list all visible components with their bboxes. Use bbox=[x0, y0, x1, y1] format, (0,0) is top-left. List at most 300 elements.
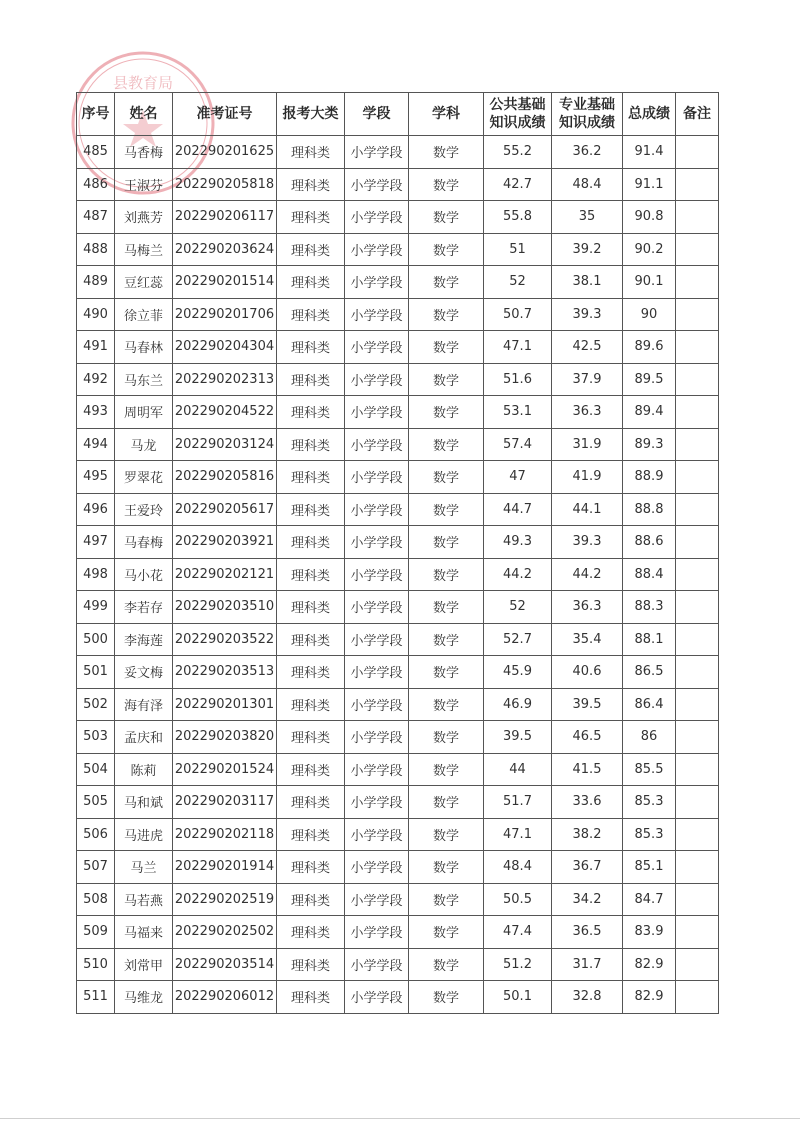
cell-total: 91.1 bbox=[623, 168, 676, 201]
cell-total: 86 bbox=[623, 721, 676, 754]
cell-name: 孟庆和 bbox=[115, 721, 173, 754]
cell-total: 91.4 bbox=[623, 136, 676, 169]
cell-subject: 数学 bbox=[409, 168, 484, 201]
cell-level: 小学学段 bbox=[345, 591, 409, 624]
cell-category: 理科类 bbox=[277, 591, 345, 624]
cell-category: 理科类 bbox=[277, 266, 345, 299]
cell-public-score: 42.7 bbox=[484, 168, 552, 201]
cell-name: 马梅兰 bbox=[115, 233, 173, 266]
cell-total: 89.6 bbox=[623, 331, 676, 364]
cell-name: 刘常甲 bbox=[115, 948, 173, 981]
cell-seq: 507 bbox=[77, 851, 115, 884]
cell-total: 86.4 bbox=[623, 688, 676, 721]
cell-category: 理科类 bbox=[277, 851, 345, 884]
cell-level: 小学学段 bbox=[345, 721, 409, 754]
header-level: 学段 bbox=[345, 93, 409, 136]
cell-seq: 488 bbox=[77, 233, 115, 266]
cell-remark bbox=[676, 688, 719, 721]
cell-exam-no: 202290205816 bbox=[173, 461, 277, 494]
cell-subject: 数学 bbox=[409, 948, 484, 981]
cell-prof-score: 32.8 bbox=[552, 981, 623, 1014]
cell-remark bbox=[676, 851, 719, 884]
cell-exam-no: 202290204522 bbox=[173, 396, 277, 429]
cell-level: 小学学段 bbox=[345, 851, 409, 884]
cell-remark bbox=[676, 493, 719, 526]
cell-total: 89.5 bbox=[623, 363, 676, 396]
cell-exam-no: 202290201301 bbox=[173, 688, 277, 721]
cell-level: 小学学段 bbox=[345, 981, 409, 1014]
cell-seq: 503 bbox=[77, 721, 115, 754]
cell-public-score: 45.9 bbox=[484, 656, 552, 689]
table-row bbox=[77, 201, 719, 234]
cell-exam-no: 202290201706 bbox=[173, 298, 277, 331]
cell-prof-score: 37.9 bbox=[552, 363, 623, 396]
cell-remark bbox=[676, 233, 719, 266]
cell-prof-score: 36.3 bbox=[552, 396, 623, 429]
cell-category: 理科类 bbox=[277, 981, 345, 1014]
cell-public-score: 47 bbox=[484, 461, 552, 494]
cell-seq: 501 bbox=[77, 656, 115, 689]
cell-total: 88.6 bbox=[623, 526, 676, 559]
cell-exam-no: 202290201514 bbox=[173, 266, 277, 299]
table-row bbox=[77, 493, 719, 526]
cell-level: 小学学段 bbox=[345, 753, 409, 786]
cell-seq: 491 bbox=[77, 331, 115, 364]
cell-seq: 496 bbox=[77, 493, 115, 526]
cell-subject: 数学 bbox=[409, 201, 484, 234]
cell-remark bbox=[676, 363, 719, 396]
table-row bbox=[77, 461, 719, 494]
header-seq: 序号 bbox=[77, 93, 115, 136]
table-row bbox=[77, 656, 719, 689]
cell-public-score: 51.2 bbox=[484, 948, 552, 981]
cell-total: 88.1 bbox=[623, 623, 676, 656]
cell-category: 理科类 bbox=[277, 753, 345, 786]
table-row bbox=[77, 753, 719, 786]
cell-public-score: 49.3 bbox=[484, 526, 552, 559]
cell-name: 马和斌 bbox=[115, 786, 173, 819]
cell-exam-no: 202290203514 bbox=[173, 948, 277, 981]
cell-seq: 489 bbox=[77, 266, 115, 299]
cell-prof-score: 41.9 bbox=[552, 461, 623, 494]
score-table bbox=[76, 92, 719, 1014]
cell-seq: 485 bbox=[77, 136, 115, 169]
cell-name: 马兰 bbox=[115, 851, 173, 884]
cell-remark bbox=[676, 526, 719, 559]
cell-remark bbox=[676, 883, 719, 916]
cell-subject: 数学 bbox=[409, 818, 484, 851]
cell-seq: 495 bbox=[77, 461, 115, 494]
cell-prof-score: 41.5 bbox=[552, 753, 623, 786]
cell-public-score: 44.2 bbox=[484, 558, 552, 591]
cell-public-score: 46.9 bbox=[484, 688, 552, 721]
cell-level: 小学学段 bbox=[345, 396, 409, 429]
cell-level: 小学学段 bbox=[345, 688, 409, 721]
cell-seq: 506 bbox=[77, 818, 115, 851]
cell-category: 理科类 bbox=[277, 363, 345, 396]
cell-remark bbox=[676, 168, 719, 201]
cell-subject: 数学 bbox=[409, 721, 484, 754]
cell-seq: 498 bbox=[77, 558, 115, 591]
cell-prof-score: 31.9 bbox=[552, 428, 623, 461]
cell-level: 小学学段 bbox=[345, 493, 409, 526]
cell-prof-score: 34.2 bbox=[552, 883, 623, 916]
cell-total: 90.2 bbox=[623, 233, 676, 266]
cell-name: 刘燕芳 bbox=[115, 201, 173, 234]
cell-name: 陈莉 bbox=[115, 753, 173, 786]
cell-category: 理科类 bbox=[277, 461, 345, 494]
cell-total: 85.1 bbox=[623, 851, 676, 884]
cell-public-score: 52 bbox=[484, 266, 552, 299]
cell-prof-score: 48.4 bbox=[552, 168, 623, 201]
cell-prof-score: 31.7 bbox=[552, 948, 623, 981]
cell-category: 理科类 bbox=[277, 916, 345, 949]
header-public-score bbox=[484, 93, 552, 136]
cell-exam-no: 202290203124 bbox=[173, 428, 277, 461]
cell-public-score: 55.8 bbox=[484, 201, 552, 234]
cell-prof-score: 39.3 bbox=[552, 526, 623, 559]
cell-seq: 505 bbox=[77, 786, 115, 819]
cell-level: 小学学段 bbox=[345, 916, 409, 949]
table-row bbox=[77, 916, 719, 949]
table-row bbox=[77, 558, 719, 591]
cell-category: 理科类 bbox=[277, 558, 345, 591]
cell-remark bbox=[676, 396, 719, 429]
cell-public-score: 39.5 bbox=[484, 721, 552, 754]
cell-total: 90.1 bbox=[623, 266, 676, 299]
table-row bbox=[77, 298, 719, 331]
cell-name: 妥文梅 bbox=[115, 656, 173, 689]
cell-exam-no: 202290202313 bbox=[173, 363, 277, 396]
cell-subject: 数学 bbox=[409, 363, 484, 396]
cell-seq: 504 bbox=[77, 753, 115, 786]
cell-name: 海有泽 bbox=[115, 688, 173, 721]
cell-exam-no: 202290201625 bbox=[173, 136, 277, 169]
cell-prof-score: 35 bbox=[552, 201, 623, 234]
cell-level: 小学学段 bbox=[345, 818, 409, 851]
cell-public-score: 57.4 bbox=[484, 428, 552, 461]
cell-exam-no: 202290202118 bbox=[173, 818, 277, 851]
cell-remark bbox=[676, 656, 719, 689]
cell-remark bbox=[676, 136, 719, 169]
stamp-lettering: 县教育局 bbox=[112, 74, 174, 92]
cell-public-score: 50.7 bbox=[484, 298, 552, 331]
cell-remark bbox=[676, 591, 719, 624]
cell-name: 马东兰 bbox=[115, 363, 173, 396]
cell-prof-score: 38.2 bbox=[552, 818, 623, 851]
cell-subject: 数学 bbox=[409, 883, 484, 916]
cell-seq: 508 bbox=[77, 883, 115, 916]
cell-public-score: 51.6 bbox=[484, 363, 552, 396]
cell-total: 83.9 bbox=[623, 916, 676, 949]
cell-seq: 490 bbox=[77, 298, 115, 331]
header-prof-line1: 专业基础 bbox=[559, 97, 615, 113]
table-row bbox=[77, 948, 719, 981]
cell-prof-score: 39.3 bbox=[552, 298, 623, 331]
cell-level: 小学学段 bbox=[345, 786, 409, 819]
cell-subject: 数学 bbox=[409, 558, 484, 591]
table-row bbox=[77, 786, 719, 819]
table-body bbox=[77, 136, 719, 1014]
table-row bbox=[77, 428, 719, 461]
cell-seq: 511 bbox=[77, 981, 115, 1014]
cell-exam-no: 202290206012 bbox=[173, 981, 277, 1014]
table-row bbox=[77, 363, 719, 396]
cell-prof-score: 38.1 bbox=[552, 266, 623, 299]
cell-level: 小学学段 bbox=[345, 883, 409, 916]
cell-exam-no: 202290201914 bbox=[173, 851, 277, 884]
cell-seq: 497 bbox=[77, 526, 115, 559]
cell-public-score: 52 bbox=[484, 591, 552, 624]
cell-total: 82.9 bbox=[623, 948, 676, 981]
header-prof-line2: 知识成绩 bbox=[559, 115, 615, 131]
cell-exam-no: 202290206117 bbox=[173, 201, 277, 234]
cell-public-score: 44 bbox=[484, 753, 552, 786]
cell-public-score: 48.4 bbox=[484, 851, 552, 884]
cell-prof-score: 36.2 bbox=[552, 136, 623, 169]
cell-category: 理科类 bbox=[277, 396, 345, 429]
cell-total: 85.3 bbox=[623, 786, 676, 819]
cell-name: 马福来 bbox=[115, 916, 173, 949]
cell-total: 88.4 bbox=[623, 558, 676, 591]
cell-level: 小学学段 bbox=[345, 656, 409, 689]
cell-subject: 数学 bbox=[409, 786, 484, 819]
cell-exam-no: 202290203820 bbox=[173, 721, 277, 754]
cell-total: 85.5 bbox=[623, 753, 676, 786]
cell-total: 82.9 bbox=[623, 981, 676, 1014]
cell-remark bbox=[676, 331, 719, 364]
cell-public-score: 47.1 bbox=[484, 331, 552, 364]
cell-exam-no: 202290202519 bbox=[173, 883, 277, 916]
cell-category: 理科类 bbox=[277, 883, 345, 916]
cell-name: 罗翠花 bbox=[115, 461, 173, 494]
cell-name: 王淑芬 bbox=[115, 168, 173, 201]
cell-name: 马若燕 bbox=[115, 883, 173, 916]
cell-remark bbox=[676, 623, 719, 656]
cell-total: 90.8 bbox=[623, 201, 676, 234]
cell-seq: 486 bbox=[77, 168, 115, 201]
cell-level: 小学学段 bbox=[345, 298, 409, 331]
cell-name: 李海莲 bbox=[115, 623, 173, 656]
cell-seq: 493 bbox=[77, 396, 115, 429]
cell-exam-no: 202290202121 bbox=[173, 558, 277, 591]
cell-prof-score: 39.2 bbox=[552, 233, 623, 266]
cell-total: 88.9 bbox=[623, 461, 676, 494]
cell-name: 马小花 bbox=[115, 558, 173, 591]
cell-subject: 数学 bbox=[409, 396, 484, 429]
cell-public-score: 47.1 bbox=[484, 818, 552, 851]
cell-category: 理科类 bbox=[277, 948, 345, 981]
cell-remark bbox=[676, 721, 719, 754]
cell-exam-no: 202290203510 bbox=[173, 591, 277, 624]
table-row bbox=[77, 526, 719, 559]
cell-prof-score: 42.5 bbox=[552, 331, 623, 364]
cell-subject: 数学 bbox=[409, 331, 484, 364]
cell-remark bbox=[676, 558, 719, 591]
cell-prof-score: 44.1 bbox=[552, 493, 623, 526]
cell-total: 89.3 bbox=[623, 428, 676, 461]
cell-exam-no: 202290204304 bbox=[173, 331, 277, 364]
cell-name: 马香梅 bbox=[115, 136, 173, 169]
header-name: 姓名 bbox=[115, 93, 173, 136]
cell-category: 理科类 bbox=[277, 233, 345, 266]
cell-exam-no: 202290203522 bbox=[173, 623, 277, 656]
cell-category: 理科类 bbox=[277, 526, 345, 559]
table-row bbox=[77, 883, 719, 916]
cell-subject: 数学 bbox=[409, 526, 484, 559]
cell-subject: 数学 bbox=[409, 851, 484, 884]
cell-public-score: 51.7 bbox=[484, 786, 552, 819]
cell-prof-score: 40.6 bbox=[552, 656, 623, 689]
cell-total: 90 bbox=[623, 298, 676, 331]
table-row bbox=[77, 818, 719, 851]
table-row bbox=[77, 688, 719, 721]
cell-seq: 510 bbox=[77, 948, 115, 981]
cell-level: 小学学段 bbox=[345, 461, 409, 494]
cell-remark bbox=[676, 201, 719, 234]
cell-seq: 492 bbox=[77, 363, 115, 396]
cell-subject: 数学 bbox=[409, 591, 484, 624]
cell-remark bbox=[676, 981, 719, 1014]
cell-category: 理科类 bbox=[277, 818, 345, 851]
cell-public-score: 50.5 bbox=[484, 883, 552, 916]
cell-subject: 数学 bbox=[409, 623, 484, 656]
cell-category: 理科类 bbox=[277, 428, 345, 461]
cell-subject: 数学 bbox=[409, 688, 484, 721]
header-public-line1: 公共基础 bbox=[489, 97, 546, 113]
cell-level: 小学学段 bbox=[345, 948, 409, 981]
cell-name: 徐立菲 bbox=[115, 298, 173, 331]
cell-subject: 数学 bbox=[409, 136, 484, 169]
cell-remark bbox=[676, 818, 719, 851]
cell-level: 小学学段 bbox=[345, 331, 409, 364]
table-row bbox=[77, 591, 719, 624]
cell-subject: 数学 bbox=[409, 266, 484, 299]
cell-public-score: 50.1 bbox=[484, 981, 552, 1014]
header-subject: 学科 bbox=[409, 93, 484, 136]
cell-name: 王爱玲 bbox=[115, 493, 173, 526]
table-row bbox=[77, 136, 719, 169]
page-bottom-edge bbox=[0, 1118, 800, 1119]
cell-name: 豆红蕊 bbox=[115, 266, 173, 299]
header-exam-no: 准考证号 bbox=[173, 93, 277, 136]
table-row bbox=[77, 331, 719, 364]
table-row bbox=[77, 266, 719, 299]
table-row bbox=[77, 396, 719, 429]
cell-category: 理科类 bbox=[277, 493, 345, 526]
cell-total: 86.5 bbox=[623, 656, 676, 689]
table-row bbox=[77, 623, 719, 656]
cell-public-score: 53.1 bbox=[484, 396, 552, 429]
cell-name: 马春梅 bbox=[115, 526, 173, 559]
header-remark: 备注 bbox=[676, 93, 719, 136]
cell-subject: 数学 bbox=[409, 916, 484, 949]
cell-level: 小学学段 bbox=[345, 201, 409, 234]
cell-subject: 数学 bbox=[409, 753, 484, 786]
cell-exam-no: 202290203921 bbox=[173, 526, 277, 559]
cell-total: 89.4 bbox=[623, 396, 676, 429]
cell-remark bbox=[676, 266, 719, 299]
cell-remark bbox=[676, 461, 719, 494]
cell-remark bbox=[676, 753, 719, 786]
cell-level: 小学学段 bbox=[345, 136, 409, 169]
cell-total: 85.3 bbox=[623, 818, 676, 851]
cell-level: 小学学段 bbox=[345, 266, 409, 299]
cell-level: 小学学段 bbox=[345, 233, 409, 266]
cell-category: 理科类 bbox=[277, 656, 345, 689]
table-row bbox=[77, 981, 719, 1014]
cell-subject: 数学 bbox=[409, 461, 484, 494]
cell-seq: 487 bbox=[77, 201, 115, 234]
cell-name: 周明军 bbox=[115, 396, 173, 429]
table-row bbox=[77, 168, 719, 201]
cell-seq: 494 bbox=[77, 428, 115, 461]
cell-subject: 数学 bbox=[409, 233, 484, 266]
cell-seq: 500 bbox=[77, 623, 115, 656]
table-row bbox=[77, 233, 719, 266]
cell-exam-no: 202290203624 bbox=[173, 233, 277, 266]
cell-name: 马进虎 bbox=[115, 818, 173, 851]
cell-level: 小学学段 bbox=[345, 623, 409, 656]
cell-remark bbox=[676, 916, 719, 949]
cell-seq: 502 bbox=[77, 688, 115, 721]
cell-remark bbox=[676, 428, 719, 461]
cell-category: 理科类 bbox=[277, 688, 345, 721]
cell-level: 小学学段 bbox=[345, 558, 409, 591]
cell-name: 马春林 bbox=[115, 331, 173, 364]
cell-category: 理科类 bbox=[277, 721, 345, 754]
cell-level: 小学学段 bbox=[345, 428, 409, 461]
cell-public-score: 47.4 bbox=[484, 916, 552, 949]
cell-name: 李若存 bbox=[115, 591, 173, 624]
table-row bbox=[77, 851, 719, 884]
table-row bbox=[77, 721, 719, 754]
cell-subject: 数学 bbox=[409, 981, 484, 1014]
cell-public-score: 55.2 bbox=[484, 136, 552, 169]
cell-prof-score: 39.5 bbox=[552, 688, 623, 721]
cell-remark bbox=[676, 948, 719, 981]
cell-subject: 数学 bbox=[409, 428, 484, 461]
cell-subject: 数学 bbox=[409, 493, 484, 526]
header-total: 总成绩 bbox=[623, 93, 676, 136]
cell-subject: 数学 bbox=[409, 656, 484, 689]
cell-prof-score: 44.2 bbox=[552, 558, 623, 591]
cell-name: 马维龙 bbox=[115, 981, 173, 1014]
cell-level: 小学学段 bbox=[345, 363, 409, 396]
cell-category: 理科类 bbox=[277, 623, 345, 656]
cell-prof-score: 36.5 bbox=[552, 916, 623, 949]
cell-exam-no: 202290202502 bbox=[173, 916, 277, 949]
cell-category: 理科类 bbox=[277, 786, 345, 819]
cell-category: 理科类 bbox=[277, 168, 345, 201]
cell-subject: 数学 bbox=[409, 298, 484, 331]
cell-category: 理科类 bbox=[277, 298, 345, 331]
header-public-line2: 知识成绩 bbox=[489, 115, 546, 131]
cell-category: 理科类 bbox=[277, 136, 345, 169]
cell-prof-score: 36.7 bbox=[552, 851, 623, 884]
cell-prof-score: 36.3 bbox=[552, 591, 623, 624]
header-category: 报考大类 bbox=[277, 93, 345, 136]
cell-category: 理科类 bbox=[277, 201, 345, 234]
cell-exam-no: 202290201524 bbox=[173, 753, 277, 786]
cell-exam-no: 202290203117 bbox=[173, 786, 277, 819]
cell-seq: 509 bbox=[77, 916, 115, 949]
cell-level: 小学学段 bbox=[345, 526, 409, 559]
cell-exam-no: 202290205818 bbox=[173, 168, 277, 201]
cell-seq: 499 bbox=[77, 591, 115, 624]
cell-prof-score: 46.5 bbox=[552, 721, 623, 754]
header-prof-score bbox=[552, 93, 623, 136]
